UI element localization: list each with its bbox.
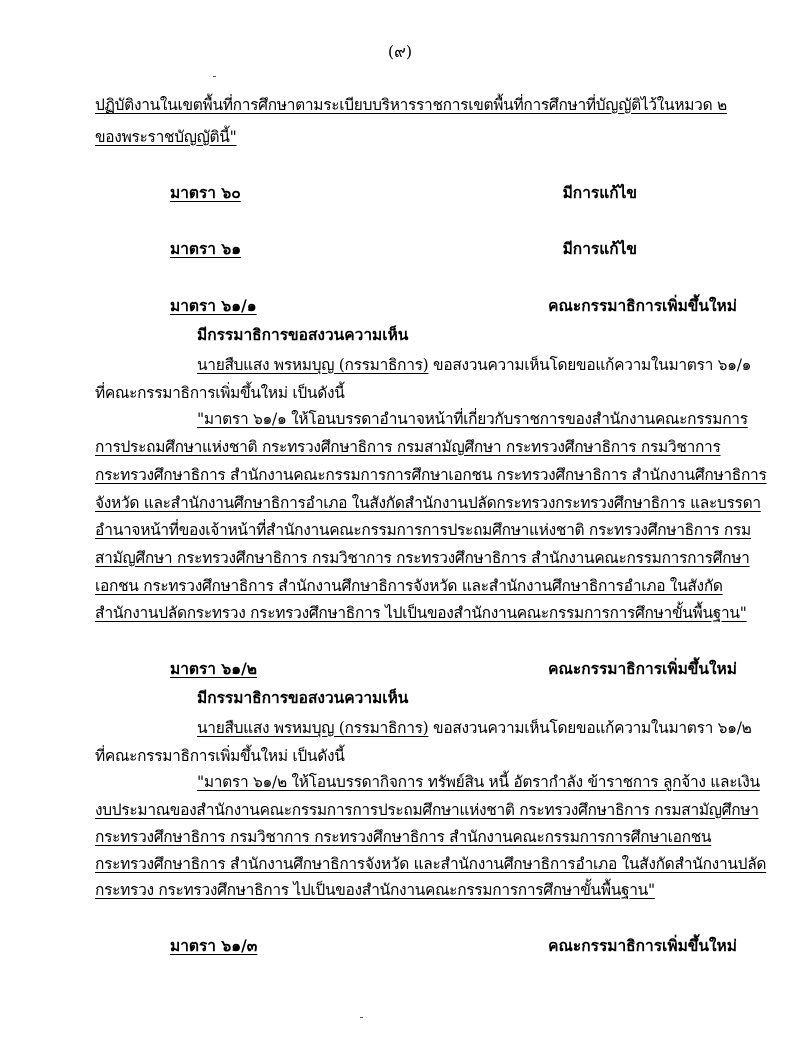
- section-61-2-quote-line: "มาตรา ๖๑/๒ ให้โอนบรรดากิจการ ทรัพย์สิน หนี้ อัตรากำลัง ข้าราชการ ลูกจ้าง และเงิน: [197, 773, 760, 791]
- section-60-label: มาตรา ๖๐: [170, 183, 241, 202]
- page-number: (๙): [387, 42, 413, 61]
- section-61-1-quote-line: สามัญศึกษา กระทรวงศึกษาธิการ กรมวิชาการ กระทรวงศึกษาธิการ สำนักงานคณะกรรมการการศึกษา: [95, 549, 750, 567]
- section-61-1-quote-line: จังหวัด และสำนักงานศึกษาธิการอำเภอ ในสังกัดสำนักงานปลัดกระทรวงกระทรวงศึกษาธิการ และบรรดา: [95, 494, 761, 512]
- section-61-1-quote-line: การประถมศึกษาแห่งชาติ กระทรวงศึกษาธิการ กรมสามัญศึกษา กระทรวงศึกษาธิการ กรมวิชาการ: [95, 438, 721, 456]
- section-61-2-member-line2: ที่คณะกรรมาธิการเพิ่มขึ้นใหม่ เป็นดังนี้: [95, 747, 345, 765]
- section-61-3-label: มาตรา ๖๑/๓: [170, 936, 258, 955]
- section-61-2-reservation-heading: มีกรรมาธิการขอสงวนความเห็น: [197, 688, 409, 707]
- section-61-2-label: มาตรา ๖๑/๒: [170, 659, 257, 678]
- section-61-1-status: คณะกรรมาธิการเพิ่มขึ้นใหม่: [548, 296, 737, 315]
- scan-speck: [360, 1017, 363, 1018]
- intro-line-2-text: ของพระราชบัญญัตินี้": [95, 128, 237, 146]
- section-61-2-member-rest: ขอสงวนความเห็นโดยขอแก้ความในมาตรา ๖๑/๒: [428, 719, 752, 737]
- section-61-1-member-name: นายสืบแสง พรหมบุญ (กรรมาธิการ): [197, 356, 429, 374]
- intro-line-1: ปฏิบัติงานในเขตพื้นที่การศึกษาตามระเบียบบริหารราชการเขตพื้นที่การศึกษาที่บัญญัติไว้ในหมวด ๒: [95, 96, 727, 114]
- section-61-label: มาตรา ๖๑: [170, 239, 242, 258]
- section-61-1-member-rest: ขอสงวนความเห็นโดยขอแก้ความในมาตรา ๖๑/๑: [428, 356, 752, 374]
- intro-line-2: [95, 124, 236, 149]
- section-61-1-label: มาตรา ๖๑/๑: [170, 296, 257, 315]
- section-61-1-quote-line: กระทรวงศึกษาธิการ สำนักงานคณะกรรมการการศึกษาเอกชน กระทรวงศึกษาธิการ สำนักงานศึกษาธิการ: [95, 466, 767, 484]
- section-61-1-member-line2: ที่คณะกรรมาธิการเพิ่มขึ้นใหม่ เป็นดังนี้: [95, 384, 345, 402]
- section-61-2-quote-line: กระทรวงศึกษาธิการ สำนักงานศึกษาธิการจังหวัด และสำนักงานศึกษาธิการอำเภอ ในสังกัดสำนักงานปลัด: [95, 855, 767, 873]
- section-61-2-quote-line: งบประมาณของสำนักงานคณะกรรมการการประถมศึกษาแห่งชาติ กระทรวงศึกษาธิการ กรมสามัญศึกษา: [95, 801, 759, 819]
- scan-speck: [213, 76, 216, 77]
- section-61-2-status: คณะกรรมาธิการเพิ่มขึ้นใหม่: [548, 659, 737, 678]
- section-60-status: มีการแก้ไข: [562, 183, 637, 202]
- section-61-1-quote-line: สำนักงานปลัดกระทรวง กระทรวงศึกษาธิการ ไปเป็นของสำนักงานคณะกรรมการการศึกษาขั้นพื้นฐาน": [95, 604, 747, 622]
- section-61-2-member-name: นายสืบแสง พรหมบุญ (กรรมาธิการ): [197, 719, 429, 737]
- section-61-1-reservation-heading: มีกรรมาธิการขอสงวนความเห็น: [197, 325, 409, 344]
- section-61-2-member-line: [197, 715, 752, 740]
- section-61-1-quote-line: เอกชน กระทรวงศึกษาธิการ สำนักงานศึกษาธิการจังหวัด และสำนักงานศึกษาธิการอำเภอ ในสังกัด: [95, 577, 723, 595]
- section-61-2-quote-line: กระทรวง กระทรวงศึกษาธิการ ไปเป็นของสำนักงานคณะกรรมการการศึกษาขั้นพื้นฐาน": [95, 881, 655, 899]
- section-61-2-quote-line: กระทรวงศึกษาธิการ กรมวิชาการ กระทรวงศึกษาธิการ สำนักงานคณะกรรมการการศึกษาเอกชน: [95, 828, 712, 846]
- section-61-status: มีการแก้ไข: [562, 239, 637, 258]
- section-61-1-quote-line: อำนาจหน้าที่ของเจ้าหน้าที่สำนักงานคณะกรรมการการประถมศึกษาแห่งชาติ กระทรวงศึกษาธิการ กรม: [95, 521, 751, 539]
- section-61-1-member-line: [197, 352, 751, 377]
- section-61-1-quote-line: "มาตรา ๖๑/๑ ให้โอนบรรดาอำนาจหน้าที่เกี่ยวกับราชการของสำนักงานคณะกรรมการ: [197, 410, 748, 428]
- section-61-3-status: คณะกรรมาธิการเพิ่มขึ้นใหม่: [548, 936, 737, 955]
